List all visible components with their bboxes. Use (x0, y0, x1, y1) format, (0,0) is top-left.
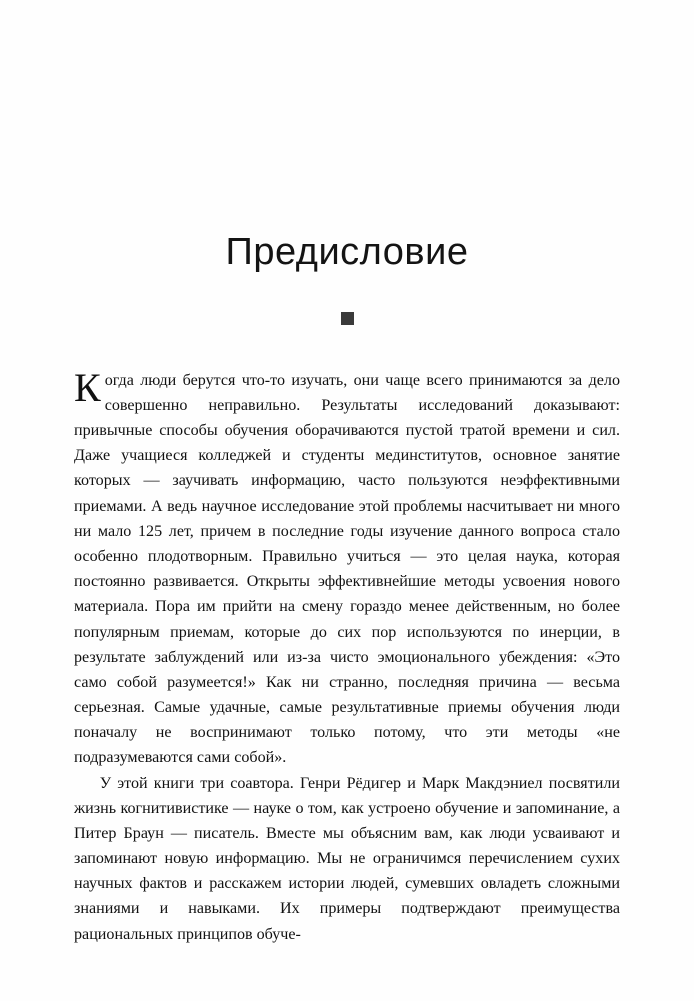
paragraph-2 (74, 771, 620, 947)
square-ornament-icon (341, 312, 354, 325)
paragraph-1-text: огда люди берутся что-то изучать, они чаще всего принимаются за дело совершенно неправильно. Результаты исследований доказывают: привычные способы обучения оборачиваются пустой тратой времени и сил. Даже учащиеся колледжей и студенты мединститутов, основное занятие которых — заучивать информацию, часто пользуются неэффективными приемами. А ведь научное исследование этой проблемы насчитывает ни много ни мало 125 лет, причем в последние годы изучение данного вопроса стало особенно плодотворным. Правильно учиться — это целая наука, которая постоянно развивается. Открыты эффективнейшие методы усвоения нового материала. Пора им прийти на смену гораздо менее действенным, но более популярным приемам, которые до сих пор используются по инерции, в результате заблуждений или из-за чисто эмоционального убеждения: «Это само собой разумеется!» Как ни странно, последняя причина — весьма серьезная. Самые удачные, самые результативные приемы обучения люди поначалу не воспринимают только потому, что эти методы «не подразумеваются сами собой». (74, 371, 620, 767)
drop-cap: К (74, 364, 101, 410)
page-title: Предисловие (225, 231, 469, 273)
body-text (74, 364, 620, 947)
ornament-divider (74, 312, 620, 328)
paragraph-2-text: У этой книги три соавтора. Генри Рёдигер и Марк Макдэниел посвятили жизнь когнитивистике — науке о том, как устроено обучение и запоминание, а Питер Браун — писатель. Вместе мы объясним вам, как люди усваивают и запоминают новую информацию. Мы не ограничимся перечислением сухих научных фактов и расскажем истории людей, сумевших овладеть сложными знаниями и навыками. Их примеры подтверждают преимущества рациональных принципов обуче- (74, 774, 620, 943)
paragraph-1 (74, 364, 620, 771)
page-content (74, 0, 620, 1001)
